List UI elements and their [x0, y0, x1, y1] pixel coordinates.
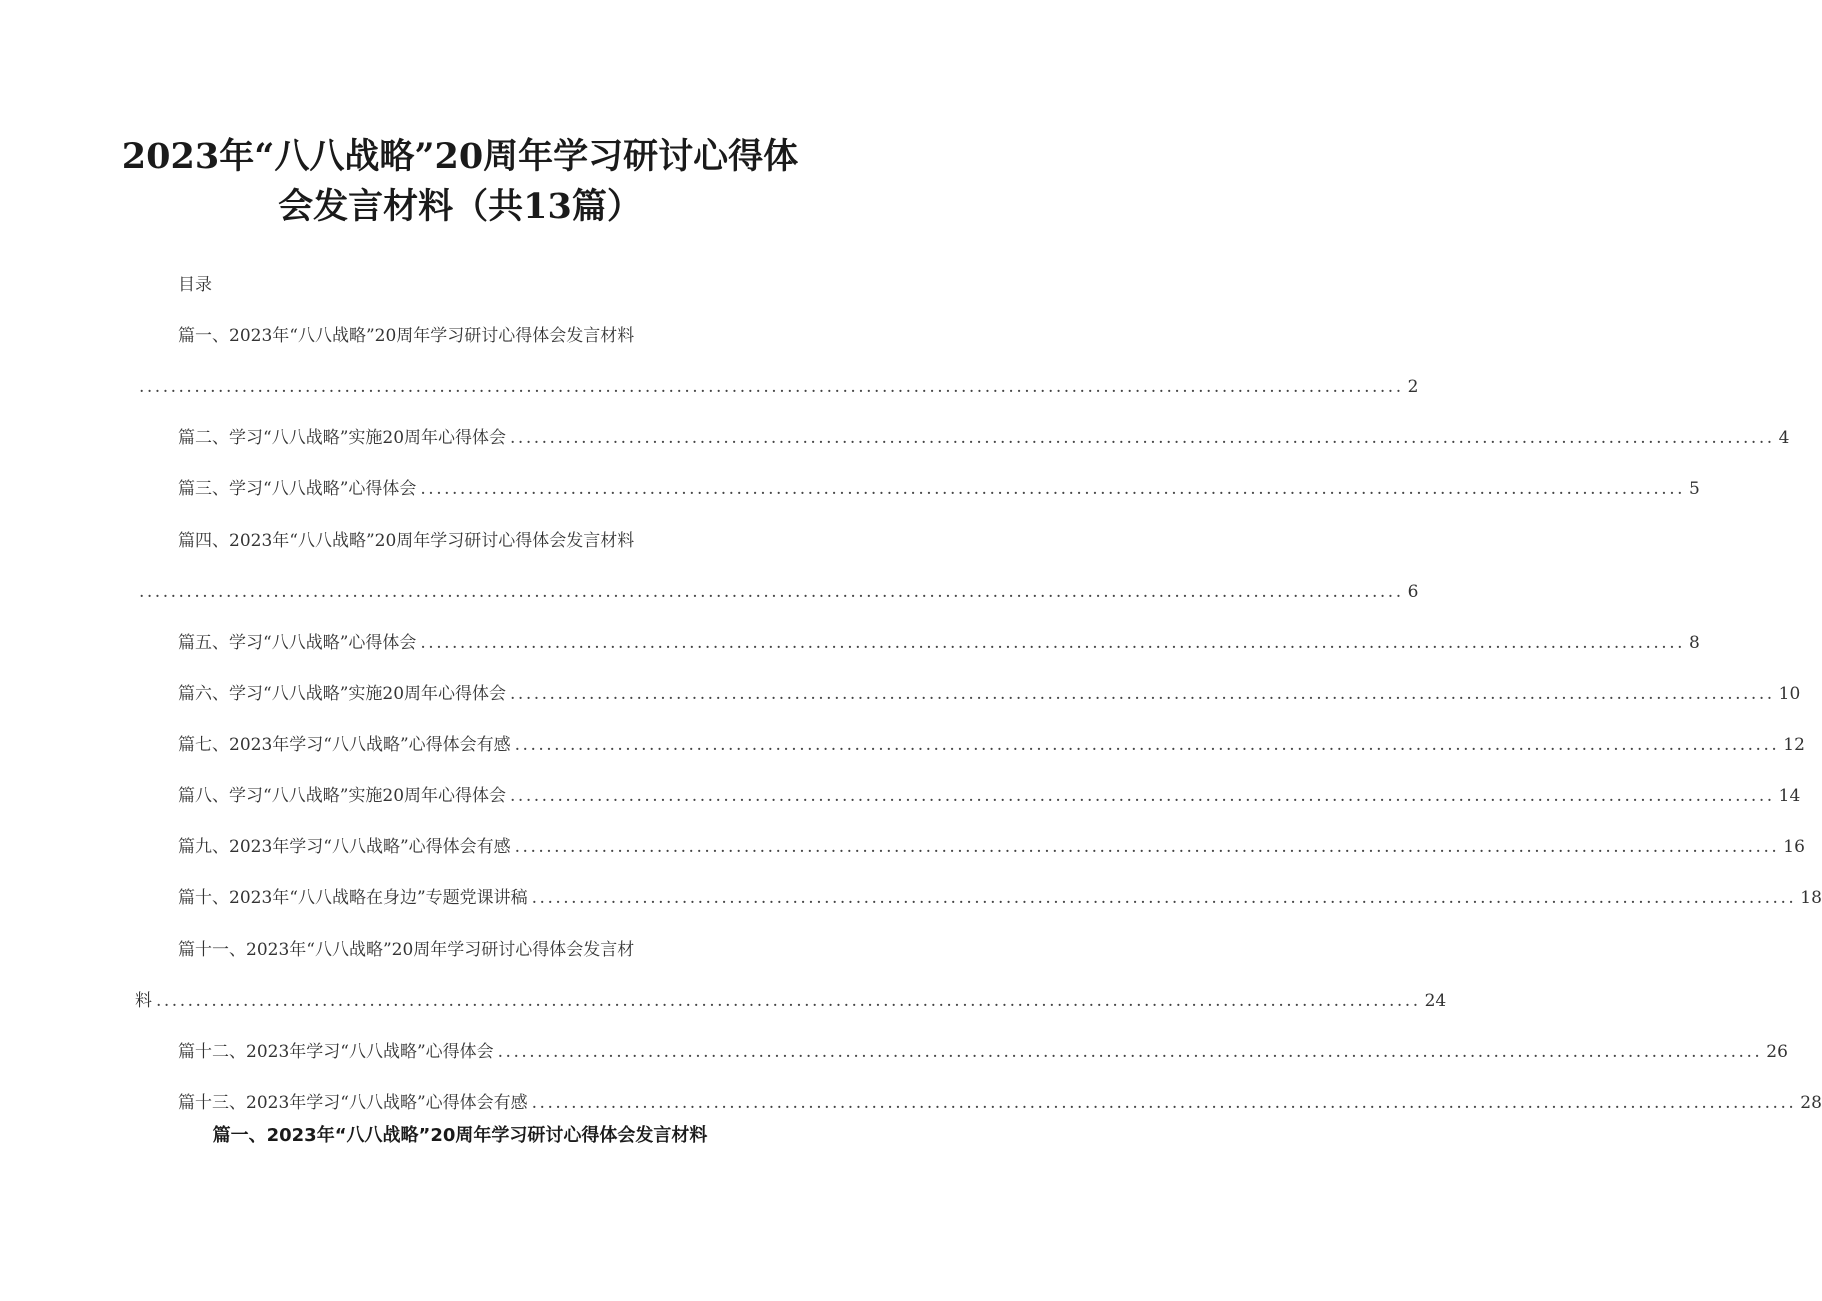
toc-dot-leader: ................................................................................................................................................................ — [497, 1042, 1763, 1062]
toc-page-number: 5 — [1689, 479, 1700, 499]
toc-dot-leader: ................................................................................................................................................................ — [531, 1093, 1797, 1113]
toc-page-number: 4 — [1778, 428, 1790, 448]
toc-dot-leader: ................................................................................................................................................................ — [514, 837, 1780, 857]
toc-entry-text: 篇十一、2023年“八八战略”20周年学习研讨心得体会发言材 — [178, 940, 635, 960]
section-heading: 篇一、2023年“八八战略”20周年学习研讨心得体会发言材料 — [212, 1125, 708, 1146]
toc-dot-leader: ................................................................................................................................................................ — [510, 786, 1775, 806]
toc-entry-text: 篇五、学习“八八战略”心得体会 — [178, 633, 417, 653]
toc-dot-leader: ................................................................................................................................................................ — [510, 428, 1775, 448]
toc-entry-6[interactable] — [178, 681, 1801, 707]
toc-dot-leader: ................................................................................................................................................................ — [156, 991, 1421, 1011]
toc-entry-4-leader[interactable] — [135, 579, 1419, 605]
toc-entry-1-leader[interactable] — [135, 374, 1419, 400]
toc-entry-text: 篇二、学习“八八战略”实施20周年心得体会 — [178, 428, 507, 448]
document-title-line-1: 2023年“八八战略”20周年学习研讨心得体 — [121, 136, 799, 177]
toc-dot-leader: ................................................................................................................................................................ — [420, 479, 1685, 499]
toc-page-number: 2 — [1407, 377, 1419, 397]
toc-entry-text: 篇八、学习“八八战略”实施20周年心得体会 — [178, 786, 507, 806]
toc-entry-5[interactable] — [178, 630, 1700, 656]
toc-entry-12[interactable] — [178, 1039, 1788, 1065]
toc-page-number: 18 — [1800, 888, 1822, 908]
toc-entry-text: 篇三、学习“八八战略”心得体会 — [178, 479, 417, 499]
toc-entry-10[interactable] — [178, 885, 1822, 911]
toc-entry-4-title[interactable] — [178, 528, 634, 554]
toc-page-number: 24 — [1424, 991, 1447, 1011]
toc-dot-leader: ................................................................................................................................................................ — [531, 888, 1797, 908]
toc-entry-text: 篇一、2023年“八八战略”20周年学习研讨心得体会发言材料 — [178, 326, 635, 346]
toc-label: 目录 — [178, 275, 212, 295]
toc-entry-11-leader[interactable] — [135, 988, 1447, 1014]
toc-page-number: 8 — [1689, 633, 1700, 653]
toc-dot-leader: ................................................................................................................................................................ — [510, 684, 1775, 704]
toc-page-number: 26 — [1766, 1042, 1788, 1062]
toc-entry-11-title[interactable] — [178, 937, 634, 963]
toc-entry-text: 篇十二、2023年学习“八八战略”心得体会 — [178, 1042, 494, 1062]
toc-entry-2[interactable] — [178, 425, 1790, 451]
toc-page-number: 10 — [1778, 684, 1801, 704]
toc-entry-text: 篇十、2023年“八八战略在身边”专题党课讲稿 — [178, 888, 528, 908]
toc-dot-leader: ................................................................................................................................................................ — [139, 377, 1404, 397]
toc-entry-7[interactable] — [178, 732, 1805, 758]
toc-entry-8[interactable] — [178, 783, 1801, 809]
toc-entry-text: 篇四、2023年“八八战略”20周年学习研讨心得体会发言材料 — [178, 531, 635, 551]
toc-entry-1-title[interactable] — [178, 323, 634, 349]
toc-entry-9[interactable] — [178, 834, 1805, 860]
toc-dot-leader: ................................................................................................................................................................ — [139, 582, 1404, 602]
toc-page-number: 28 — [1800, 1093, 1822, 1113]
toc-dot-leader: ................................................................................................................................................................ — [514, 735, 1780, 755]
toc-page-number: 14 — [1778, 786, 1801, 806]
toc-entry-text: 篇六、学习“八八战略”实施20周年心得体会 — [178, 684, 507, 704]
toc-dot-leader: ................................................................................................................................................................ — [420, 633, 1685, 653]
toc-entry-text: 篇七、2023年学习“八八战略”心得体会有感 — [178, 735, 511, 755]
document-title-line-2: 会发言材料（共13篇） — [278, 186, 642, 227]
toc-entry-text: 篇十三、2023年学习“八八战略”心得体会有感 — [178, 1093, 528, 1113]
toc-entry-13[interactable] — [178, 1090, 1822, 1116]
toc-page-number: 16 — [1783, 837, 1805, 857]
toc-entry-text: 篇九、2023年学习“八八战略”心得体会有感 — [178, 837, 511, 857]
toc-page-number: 12 — [1783, 735, 1805, 755]
toc-entry-3[interactable] — [178, 476, 1700, 502]
toc-entry-wrap-text: 料 — [135, 991, 152, 1011]
toc-page-number: 6 — [1407, 582, 1419, 602]
